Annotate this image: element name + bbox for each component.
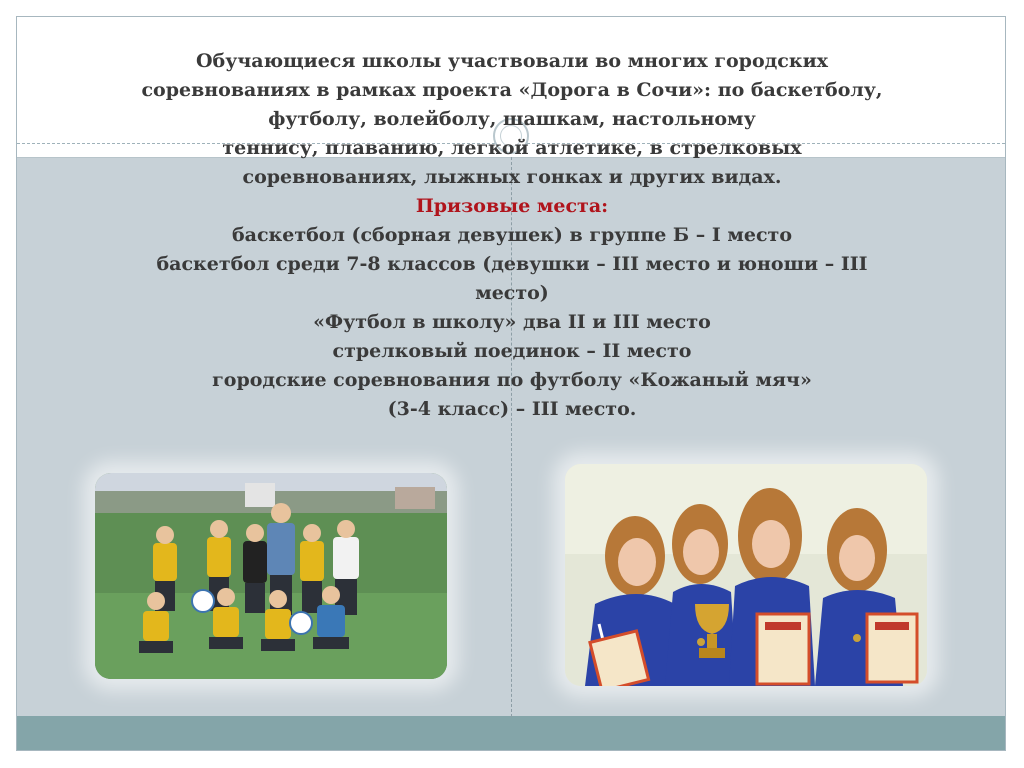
girls-team-trophy-photo [565,464,927,686]
football-team-illustration [95,473,447,679]
intro-line: футболу, волейболу, шашкам, настольному [268,108,756,130]
intro-line: соревнованиях, лыжных гонках и других видах. [242,166,782,188]
prize-line: «Футбол в школу» два II и III место [313,311,711,333]
slide [16,16,1006,751]
slide-text [67,47,957,424]
intro-line: соревнованиях в рамках проекта «Дорога в Сочи»: по баскетболу, [141,79,883,101]
football-team-photo [95,473,447,679]
prize-line: городские соревнования по футболу «Кожаный мяч» [212,369,812,391]
prize-line: (3-4 класс) – III место. [387,398,637,420]
intro-line: теннису, плаванию, легкой атлетике, в стрелковых [222,137,802,159]
intro-line: Обучающиеся школы участвовали во многих городских [195,50,829,72]
prize-line: место) [475,282,549,304]
prize-line: стрелковый поединок – II место [332,340,692,362]
prize-line: баскетбол (сборная девушек) в группе Б – I место [232,224,792,246]
footer-band [17,716,1005,751]
girls-team-illustration [565,464,927,686]
prize-heading: Призовые места: [415,195,609,217]
prize-line: баскетбол среди 7-8 классов (девушки – III место и юноши – III [156,253,868,275]
